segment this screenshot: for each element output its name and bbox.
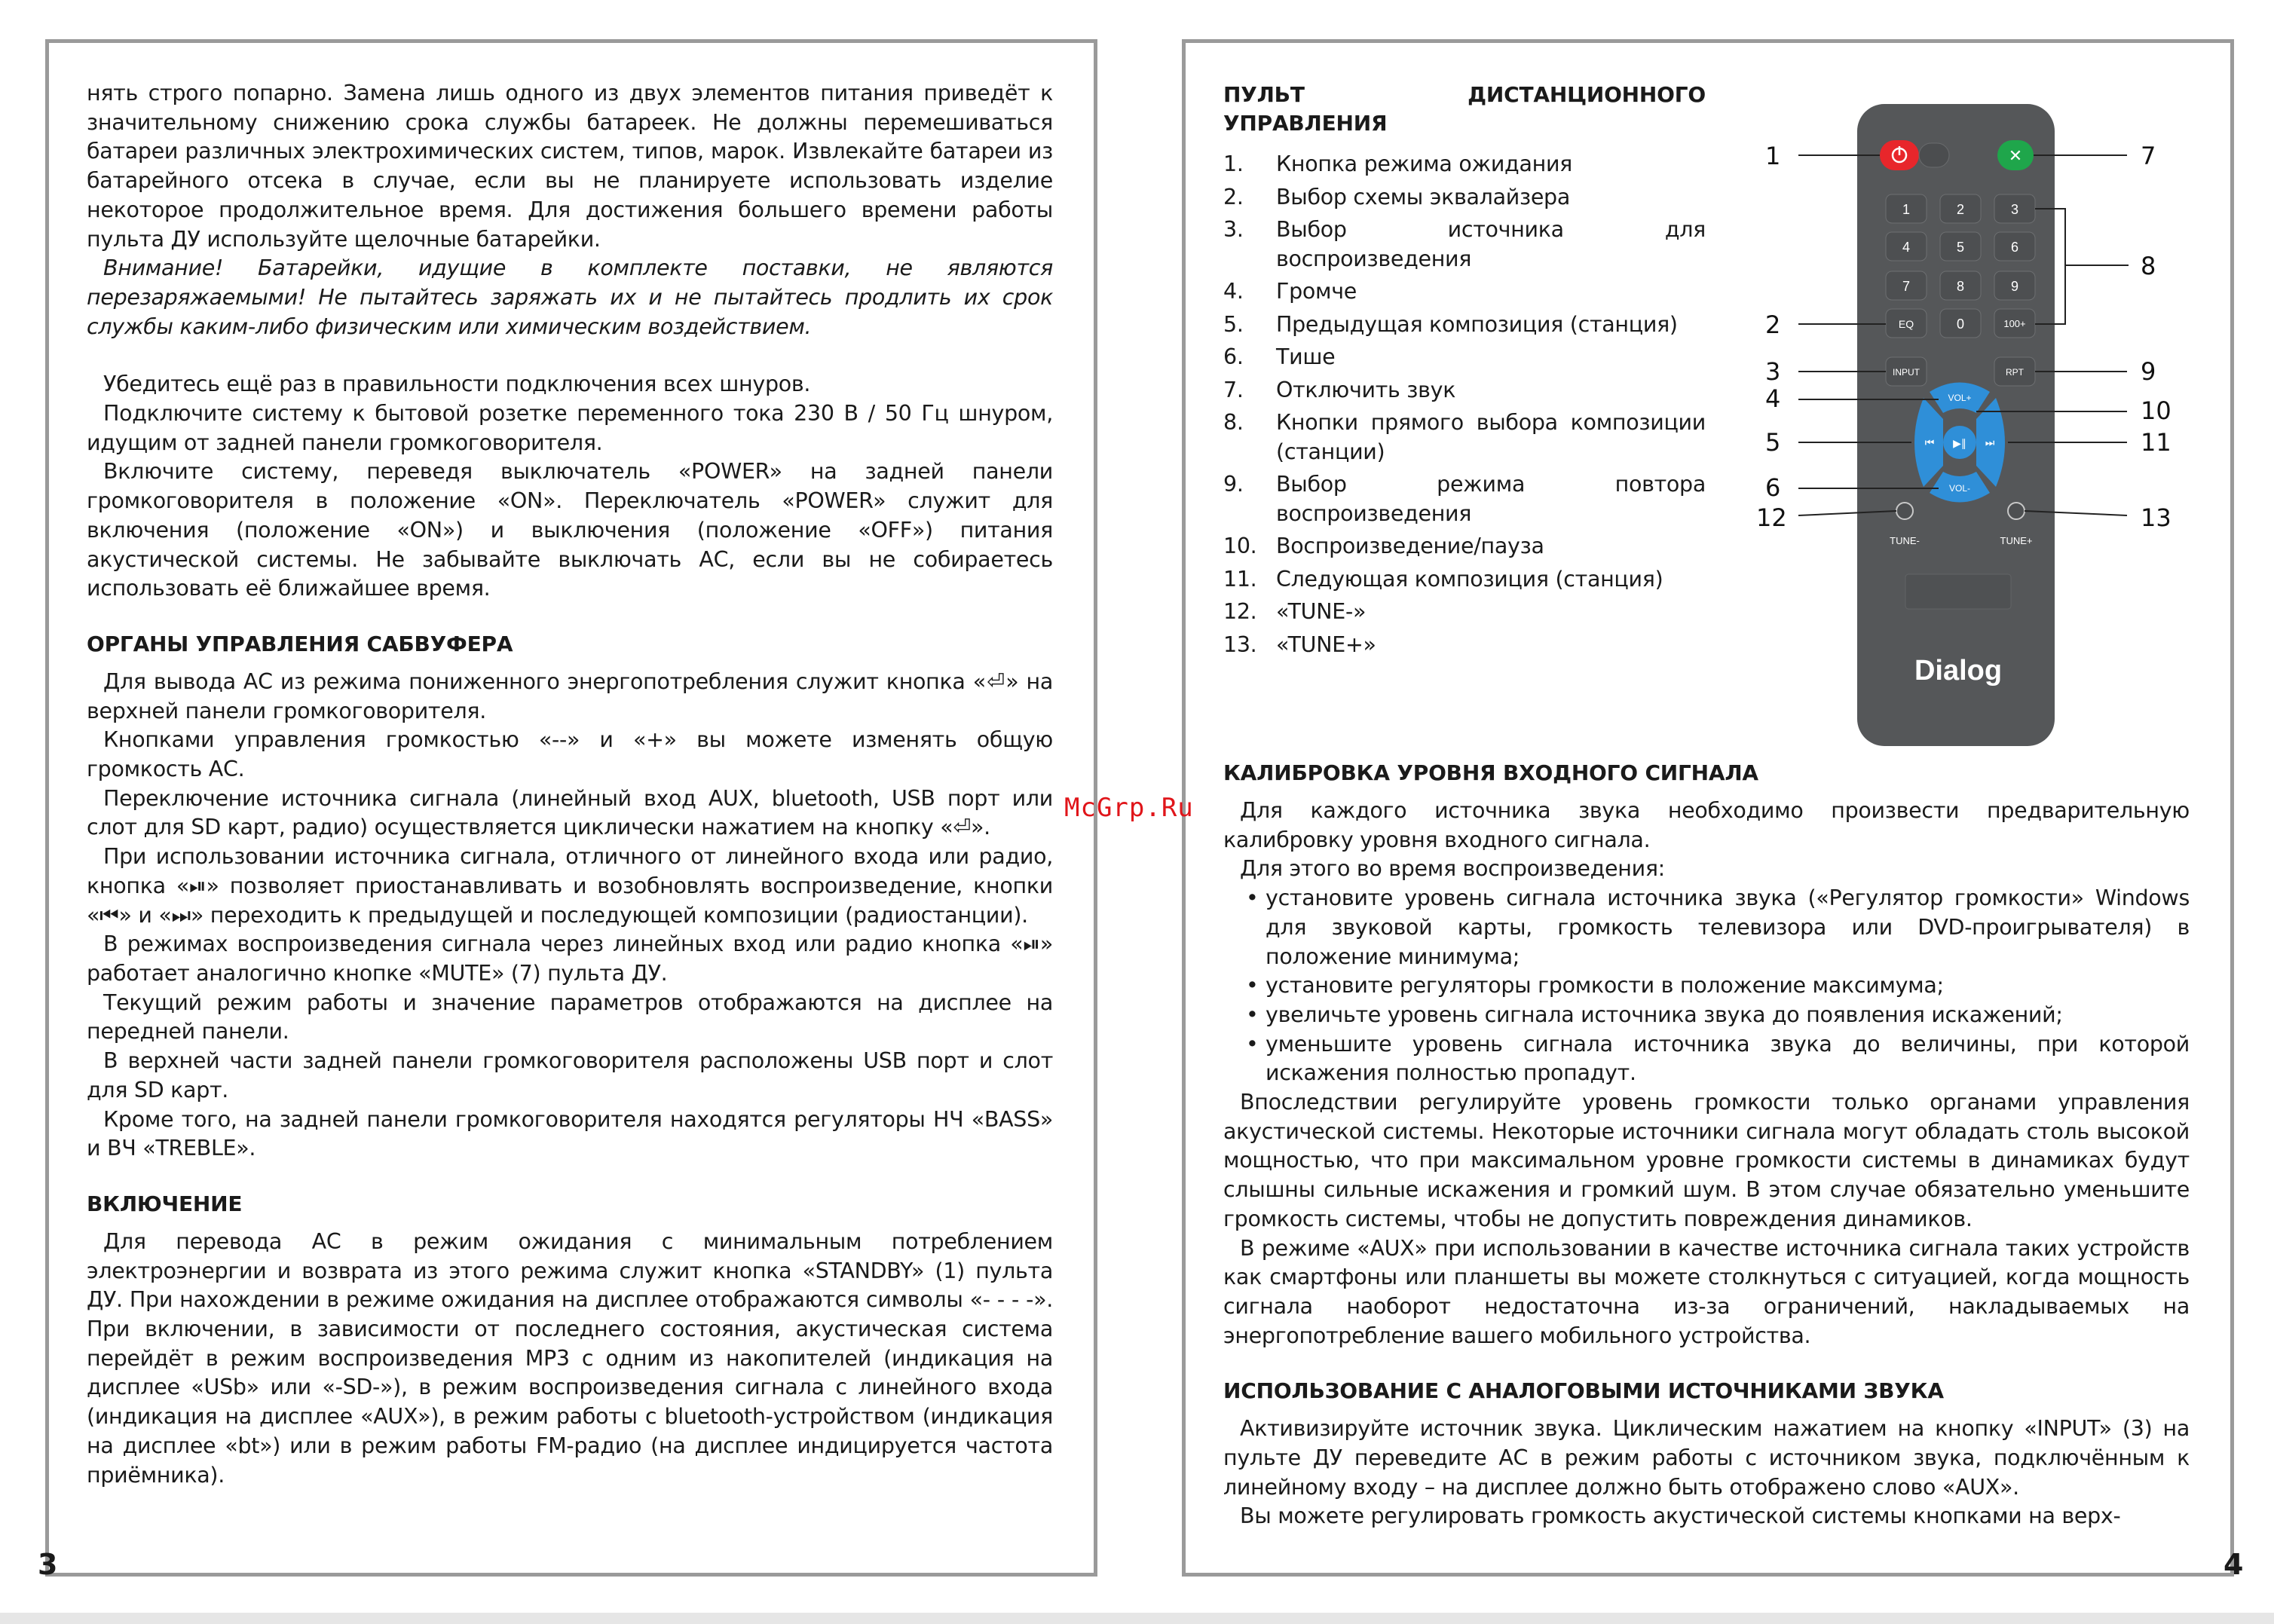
subwoofer-paragraph: Кроме того, на задней панели громкоговорителя находятся регуляторы НЧ «BASS» и ВЧ «TREBLE». (87, 1106, 1053, 1161)
list-item: 10. Воспроизведение/пауза (1223, 534, 1544, 558)
remote-window (1905, 574, 2011, 609)
callout-label: 12 (1756, 503, 1787, 532)
subwoofer-paragraph: Для вывода АС из режима пониженного энергопотребления служит кнопка «⏎» на верхней панели громкоговорителя. (87, 668, 1053, 723)
battery-warning: Внимание! Батарейки, идущие в комплекте поставки, не являются перезаряжаемыми! Не пытайтесь заряжать их и не пытайтесь продлить их срок службы каким-либо физическим или химическим воздействием. (87, 255, 1053, 339)
callout-label: 8 (2141, 252, 2156, 280)
subwoofer-paragraph: Кнопками управления громкостью «--» и «+» вы можете изменять общую громкость АС. (87, 727, 1053, 782)
blank-button[interactable] (1919, 143, 1949, 167)
vol-up-label: VOL+ (1948, 393, 1972, 403)
vol-down-label: VOL- (1948, 483, 1971, 494)
digit-label: 9 (2010, 279, 2019, 294)
tune-minus-label: TUNE- (1890, 535, 1920, 546)
tune-minus-button[interactable] (1896, 503, 1913, 519)
callout-label: 2 (1765, 310, 1781, 339)
list-item: • увеличьте уровень сигнала источника звука до появления искажений; (1223, 1001, 2190, 1030)
callout-label: 6 (1765, 473, 1781, 502)
analog-paragraph: Вы можете регулировать громкость акустической системы кнопками на верх- (1240, 1503, 2121, 1529)
digit-label: 6 (2010, 240, 2019, 255)
callout-label: 5 (1765, 428, 1781, 457)
list-item: 6. Тише (1223, 344, 1336, 369)
power-on-heading: ВКЛЮЧЕНИЕ (87, 1191, 243, 1216)
page-number-left: 3 (38, 1548, 58, 1581)
digit-label: 2 (1956, 202, 1965, 217)
list-item: 3. Выбор источника для воспроизведения (1223, 217, 1706, 271)
callout-label: 7 (2141, 142, 2156, 170)
calibration-paragraph: Для каждого источника звука необходимо произвести предварительную калибровку уровня входного сигнала. (1223, 798, 2190, 852)
calibration-paragraph: Для этого во время воспроизведения: (1240, 856, 1665, 882)
callout-label: 1 (1765, 142, 1781, 170)
mute-icon: ✕ (2008, 147, 2023, 166)
list-item: • уменьшите уровень сигнала источника звука до величины, при которой искажения полностью пропадут. (1223, 1030, 2190, 1088)
tune-plus-button[interactable] (2008, 503, 2025, 519)
hundred-plus-label: 100+ (2003, 318, 2026, 329)
prev-icon: ⏮ (1924, 436, 1935, 448)
callout-label: 10 (2141, 396, 2171, 425)
list-item: 5. Предыдущая композиция (станция) (1223, 311, 1678, 337)
calibration-heading: КАЛИБРОВКА УРОВНЯ ВХОДНОГО СИГНАЛА (1223, 760, 1758, 785)
watermark: McGrp.Ru (1064, 793, 1194, 823)
brand-logo: Dialog (1914, 655, 2003, 687)
digit-label: 3 (2010, 202, 2019, 217)
digit-label: 7 (1902, 279, 1911, 294)
analog-paragraph: Активизируйте источник звука. Циклическим нажатием на кнопку «INPUT» (3) на пульте ДУ переведите АС в режим работы с источником звука, подключённым к линейному входу – на дисплее должно быть отображено слово «AUX». (1223, 1416, 2190, 1500)
connection-paragraph: Включите систему, переведя выключатель «POWER» на задней панели громкоговорителя в положение «ON». Переключатель «POWER» служит для включения (положение «ON») и выключения (положение «OFF») питания акустической системы. Не забывайте выключать АС, если вы не собираетесь использовать её ближайшее время. (87, 459, 1053, 601)
digit-label: 5 (1956, 240, 1965, 255)
remote-heading: ПУЛЬТ ДИСТАНЦИОННОГО УПРАВЛЕНИЯ (1223, 82, 1706, 136)
digit-label: 1 (1902, 202, 1911, 217)
list-item: 8. Кнопки прямого выбора композиции (станции) (1223, 410, 1706, 464)
next-icon: ⏭ (1985, 436, 1995, 448)
tune-plus-label: TUNE+ (2000, 535, 2033, 546)
list-item: • установите регуляторы громкости в положение максимума; (1223, 971, 2190, 1001)
list-item: 11. Следующая композиция (станция) (1223, 566, 1663, 592)
subwoofer-paragraph: В верхней части задней панели громкоговорителя расположены USB порт и слот для SD карт. (87, 1048, 1053, 1103)
rpt-label: RPT (2006, 367, 2024, 378)
input-label: INPUT (1893, 367, 1920, 378)
connection-paragraph: Подключите систему к бытовой розетке переменного тока 230 В / 50 Гц шнуром, идущим от задней панели громкоговорителя. (87, 401, 1053, 455)
zero-label: 0 (1956, 317, 1965, 332)
eq-label: EQ (1898, 318, 1914, 330)
list-item: 4. Громче (1223, 279, 1357, 304)
callout-label: 13 (2141, 503, 2171, 532)
subwoofer-paragraph: Текущий режим работы и значение параметров отображаются на дисплее на передней панели. (87, 989, 1053, 1044)
calibration-paragraph: Впоследствии регулируйте уровень громкости только органами управления акустической системы. Некоторые источники сигнала могут обладать столь высокой мощностью, что при максимальном уровне громкости системы в динамиках будут слышны сильные искажения и громкий шум. В этом случае обязательно уменьшите громкость системы, чтобы не допустить повреждения динамиков. (1223, 1090, 2190, 1231)
analog-sources-heading: ИСПОЛЬЗОВАНИЕ С АНАЛОГОВЫМИ ИСТОЧНИКАМИ ЗВУКА (1223, 1378, 1944, 1404)
subwoofer-controls-heading: ОРГАНЫ УПРАВЛЕНИЯ САБВУФЕРА (87, 631, 513, 656)
list-item: 9. Выбор режима повтора воспроизведения (1223, 472, 1706, 526)
page-number-right: 4 (2224, 1548, 2244, 1581)
subwoofer-paragraph: Переключение источника сигнала (линейный вход AUX, bluetooth, USB порт или слот для SD карт, радио) осуществляется циклически нажатием на кнопку «⏎». (87, 785, 1053, 840)
list-item: 13. «TUNE+» (1223, 632, 1376, 657)
play-pause-label: ▶∥ (1953, 437, 1966, 449)
list-item: 12. «TUNE-» (1223, 599, 1367, 624)
digit-label: 4 (1902, 240, 1911, 255)
calibration-paragraph: В режиме «AUX» при использовании в качестве источника сигнала таких устройств как смартфоны или планшеты вы можете столкнуться с ситуацией, когда мощность сигнала наоборот недостаточна из-за ограничений, накладываемых на энергопотребление вашего мобильного устройства. (1223, 1235, 2190, 1348)
callout-label: 9 (2141, 357, 2156, 386)
callout-label: 3 (1765, 357, 1781, 386)
power-on-paragraph: Для перевода АС в режим ожидания с минимальным потреблением электроэнергии и возврата из этого режима служит кнопка «STANDBY» (1) пульта ДУ. При нахождении в режиме ожидания на дисплее отображаются символы «- - - -». При включении, в зависимости от последнего состояния, акустическая система перейдёт в режим воспроизведения MP3 с одним из накопителей (индикация на дисплее «USb» или «-SD-»), в режим воспроизведения сигнала с линейного входа (индикация на дисплее «AUX»), в режим работы с bluetooth-устройством (индикация на дисплее «bt») или в режим работы FM-радио (на дисплее индицируется частота приёмника). (87, 1228, 1053, 1488)
digit-label: 8 (1956, 279, 1965, 294)
list-item: 1. Кнопка режима ожидания (1223, 151, 1573, 176)
list-item: 7. Отключить звук (1223, 377, 1456, 402)
intro-paragraph: нять строго попарно. Замена лишь одного из двух элементов питания приведёт к значительному снижению срока службы батареек. Не должны перемешиваться батареи различных электрохимических систем, типов, марок. Извлекайте батареи из батарейного отсека в случае, если вы не планируете использовать изделие некоторое продолжительное время. Для достижения большего времени работы пульта ДУ используйте щелочные батарейки. (87, 81, 1053, 252)
callout-label: 4 (1765, 384, 1781, 413)
list-item: 2. Выбор схемы эквалайзера (1223, 184, 1571, 209)
connection-paragraph: Убедитесь ещё раз в правильности подключения всех шнуров. (103, 372, 811, 397)
callout-label: 11 (2141, 428, 2171, 457)
subwoofer-paragraph: В режимах воспроизведения сигнала через линейных вход или радио кнопка «⏯» работает аналогично кнопке «MUTE» (7) пульта ДУ. (87, 931, 1053, 986)
subwoofer-paragraph: При использовании источника сигнала, отличного от линейного входа или радио, кнопка «⏯» позволяет приостанавливать и возобновлять воспроизведение, кнопки «⏮» и «⏭» переходить к предыдущей и последующей композиции (радиостанции). (87, 844, 1053, 928)
list-item: • установите уровень сигнала источника звука («Регулятор громкости» Windows для звуковой карты, громкость телевизора или DVD-проигрывателя) в положение минимума; (1223, 884, 2190, 971)
bottom-strip (0, 1613, 2274, 1624)
